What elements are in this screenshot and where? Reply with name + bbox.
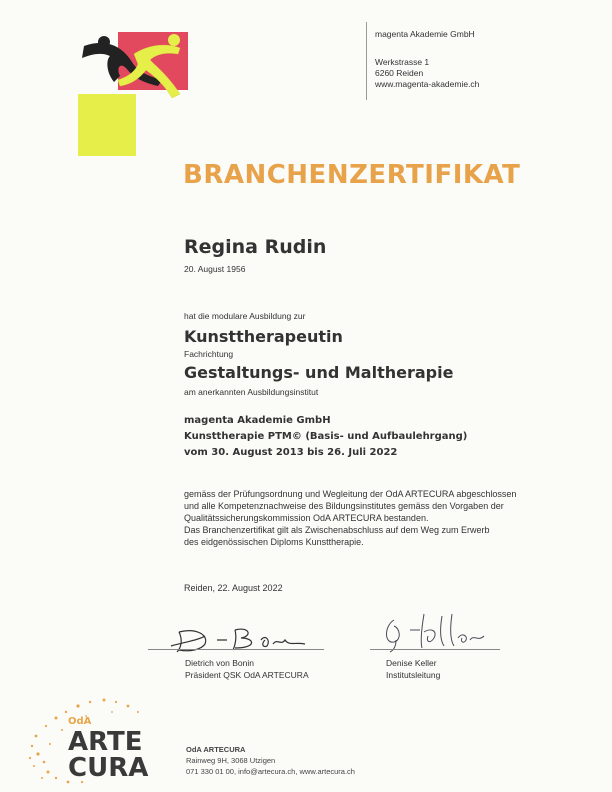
logo-arte-text: ARTE [68, 727, 143, 757]
magenta-logo-icon [76, 24, 196, 159]
intro-text: hat die modulare Ausbildung zur [184, 311, 306, 321]
logo-cura-text: CURA [68, 753, 149, 783]
signature-keller [380, 610, 490, 654]
institute-label: am anerkannten Ausbildungsinstitut [184, 387, 319, 397]
field-label: Fachrichtung [184, 349, 234, 359]
institute-line: Kunsttherapie PTM© (Basis- und Aufbaulehrgang) [184, 431, 468, 442]
footer-contact[interactable]: 071 330 01 00, info@artecura.ch, www.artecura.ch [186, 767, 355, 776]
artecura-logo-icon [26, 696, 176, 786]
birthdate: 20. August 1956 [184, 264, 246, 274]
paragraph-line: Qualitätssicherungskommission OdA ARTECURA bestanden. [184, 513, 429, 523]
paragraph-line: und alle Kompetenznachweise des Bildungsinstitutes gemäss den Vorgaben der [184, 501, 504, 511]
place-date: Reiden, 22. August 2022 [184, 583, 283, 593]
footer-address: Rainweg 9H, 3068 Utzigen [186, 756, 276, 765]
header-org: magenta Akademie GmbH [375, 29, 475, 39]
header-street: Werkstrasse 1 [375, 57, 430, 67]
signatory-role: Präsident QSK OdA ARTECURA [185, 670, 309, 680]
institute-line: magenta Akademie GmbH [184, 415, 331, 426]
signatory-name: Dietrich von Bonin [185, 658, 254, 668]
field: Gestaltungs- und Maltherapie [184, 363, 454, 382]
institute-line: vom 30. August 2013 bis 26. Juli 2022 [184, 447, 398, 458]
logo-oda-text: OdA [68, 716, 92, 727]
signatory-name: Denise Keller [386, 658, 437, 668]
signature-line [148, 649, 324, 650]
paragraph-line: des eidgenössischen Diploms Kunsttherapie. [184, 537, 364, 547]
header-city: 6260 Reiden [375, 68, 424, 78]
paragraph-line: gemäss der Prüfungsordnung und Wegleitung der OdA ARTECURA abgeschlossen [184, 489, 517, 499]
signature-line [370, 649, 500, 650]
institute-block [184, 413, 467, 461]
paragraph-line: Das Branchenzertifikat gilt als Zwischenabschluss auf dem Weg zum Erwerb [184, 525, 490, 535]
certificate-title: BRANCHENZERTIFIKAT [183, 160, 521, 190]
profession: Kunsttherapeutin [184, 327, 343, 346]
header-web[interactable]: www.magenta-akademie.ch [375, 79, 480, 89]
completion-paragraph [184, 488, 516, 548]
header-divider [366, 22, 367, 100]
recipient-name: Regina Rudin [184, 236, 327, 258]
signatory-1 [185, 657, 309, 681]
signatory-2 [386, 657, 440, 681]
footer-org: OdA ARTECURA [186, 745, 246, 754]
signatory-role: Institutsleitung [386, 670, 441, 680]
